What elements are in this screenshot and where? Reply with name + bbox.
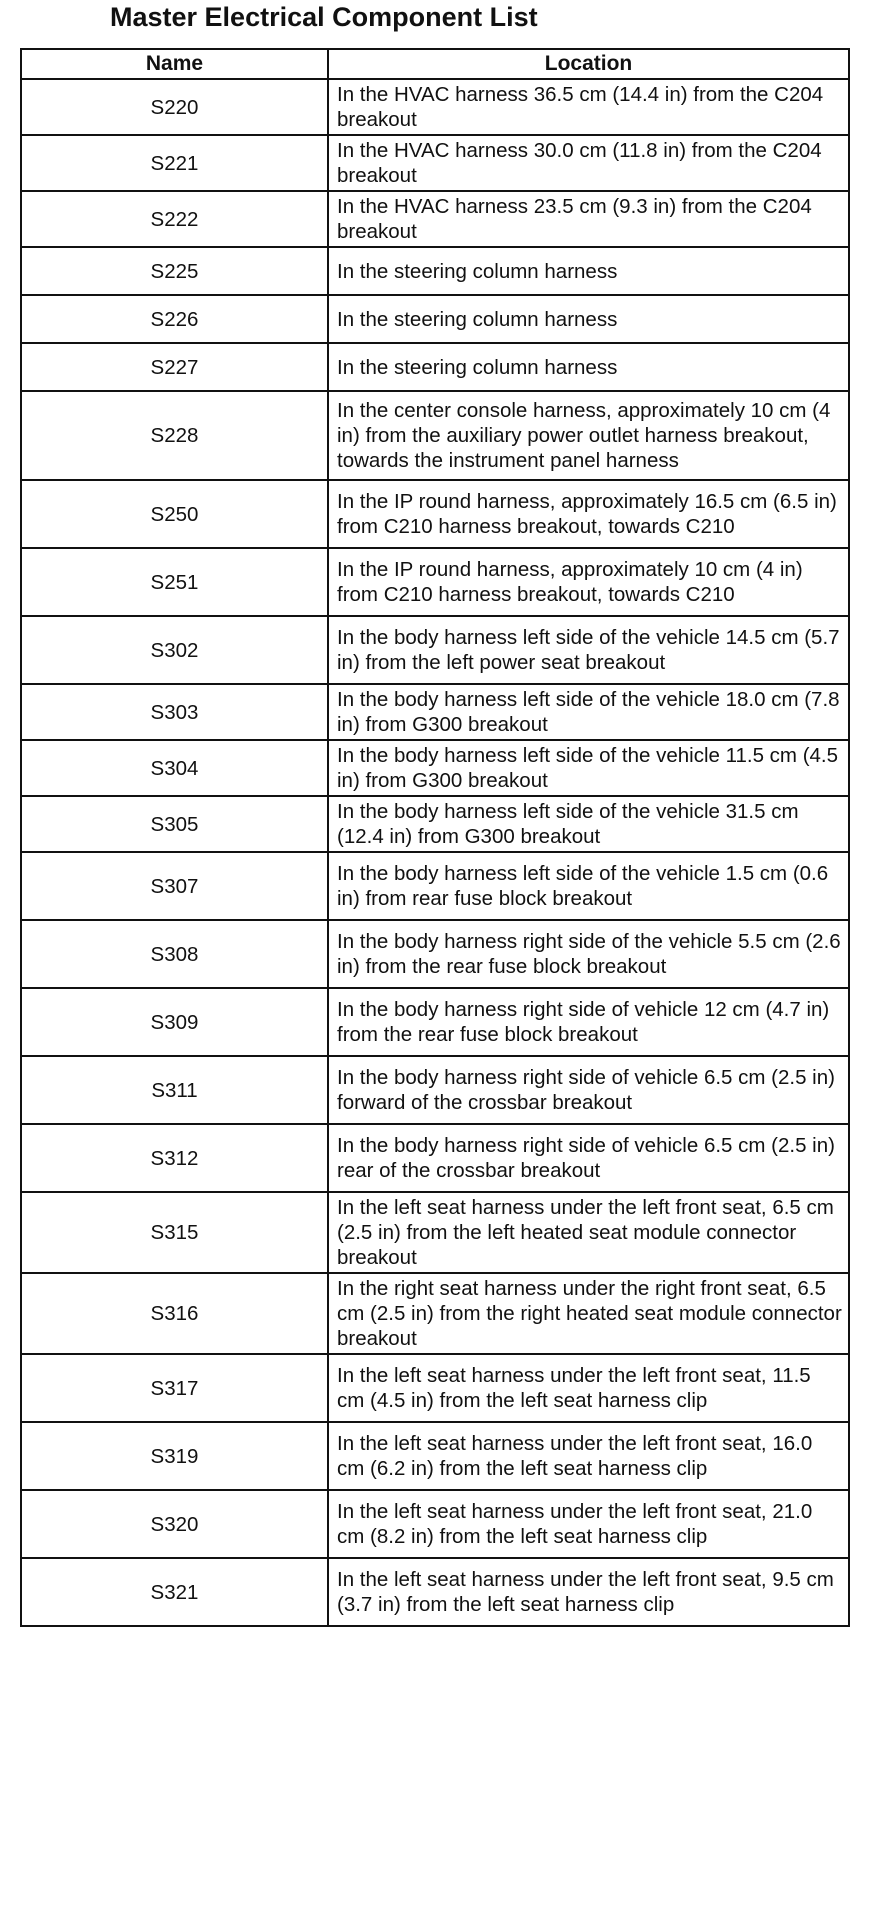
- table-row: [21, 1273, 849, 1354]
- component-location: In the HVAC harness 30.0 cm (11.8 in) from the C204 breakout: [328, 135, 849, 191]
- component-location: In the IP round harness, approximately 10 cm (4 in) from C210 harness breakout, towards C210: [328, 548, 849, 616]
- table-row: [21, 343, 849, 391]
- table-row: [21, 1354, 849, 1422]
- component-name: S303: [21, 684, 328, 740]
- table-row: [21, 1124, 849, 1192]
- component-location: In the body harness right side of the vehicle 5.5 cm (2.6 in) from the rear fuse block breakout: [328, 920, 849, 988]
- table-row: [21, 740, 849, 796]
- component-name: S225: [21, 247, 328, 295]
- table-row: [21, 1056, 849, 1124]
- component-location: In the body harness left side of the vehicle 31.5 cm (12.4 in) from G300 breakout: [328, 796, 849, 852]
- component-name: S309: [21, 988, 328, 1056]
- page-title: Master Electrical Component List: [110, 2, 538, 32]
- component-location: In the IP round harness, approximately 16.5 cm (6.5 in) from C210 harness breakout, towards C210: [328, 480, 849, 548]
- table-row: [21, 988, 849, 1056]
- component-name: S220: [21, 79, 328, 135]
- component-name: S228: [21, 391, 328, 480]
- component-name: S316: [21, 1273, 328, 1354]
- component-location: In the HVAC harness 36.5 cm (14.4 in) from the C204 breakout: [328, 79, 849, 135]
- component-location: In the HVAC harness 23.5 cm (9.3 in) from the C204 breakout: [328, 191, 849, 247]
- component-name: S307: [21, 852, 328, 920]
- component-name: S226: [21, 295, 328, 343]
- table-row: [21, 1422, 849, 1490]
- component-name: S304: [21, 740, 328, 796]
- component-location: In the body harness left side of the vehicle 11.5 cm (4.5 in) from G300 breakout: [328, 740, 849, 796]
- component-location: In the left seat harness under the left front seat, 21.0 cm (8.2 in) from the left seat harness clip: [328, 1490, 849, 1558]
- component-name: S251: [21, 548, 328, 616]
- column-header-name: Name: [21, 49, 328, 79]
- component-name: S315: [21, 1192, 328, 1273]
- table-header-row: [21, 49, 849, 79]
- table-row: [21, 852, 849, 920]
- table-row: [21, 480, 849, 548]
- component-location: In the body harness left side of the vehicle 18.0 cm (7.8 in) from G300 breakout: [328, 684, 849, 740]
- component-name: S317: [21, 1354, 328, 1422]
- component-location: In the body harness left side of the vehicle 1.5 cm (0.6 in) from rear fuse block breakout: [328, 852, 849, 920]
- component-location: In the left seat harness under the left front seat, 16.0 cm (6.2 in) from the left seat harness clip: [328, 1422, 849, 1490]
- component-location: In the center console harness, approximately 10 cm (4 in) from the auxiliary power outlet harness breakout, towards the instrument panel harness: [328, 391, 849, 480]
- component-name: S308: [21, 920, 328, 988]
- component-location: In the left seat harness under the left front seat, 9.5 cm (3.7 in) from the left seat harness clip: [328, 1558, 849, 1626]
- table-row: [21, 1490, 849, 1558]
- table-row: [21, 391, 849, 480]
- component-location: In the body harness right side of vehicle 12 cm (4.7 in) from the rear fuse block breakout: [328, 988, 849, 1056]
- component-location: In the steering column harness: [328, 343, 849, 391]
- table-row: [21, 796, 849, 852]
- component-location: In the body harness right side of vehicle 6.5 cm (2.5 in) forward of the crossbar breakout: [328, 1056, 849, 1124]
- table-row: [21, 548, 849, 616]
- table-row: [21, 1192, 849, 1273]
- component-name: S311: [21, 1056, 328, 1124]
- component-location: In the left seat harness under the left front seat, 11.5 cm (4.5 in) from the left seat harness clip: [328, 1354, 849, 1422]
- component-location: In the steering column harness: [328, 295, 849, 343]
- component-location: In the left seat harness under the left front seat, 6.5 cm (2.5 in) from the left heated seat module connector breakout: [328, 1192, 849, 1273]
- component-location: In the steering column harness: [328, 247, 849, 295]
- component-name: S320: [21, 1490, 328, 1558]
- component-location: In the body harness left side of the vehicle 14.5 cm (5.7 in) from the left power seat breakout: [328, 616, 849, 684]
- component-location: In the body harness right side of vehicle 6.5 cm (2.5 in) rear of the crossbar breakout: [328, 1124, 849, 1192]
- table-row: [21, 616, 849, 684]
- component-name: S312: [21, 1124, 328, 1192]
- component-name: S221: [21, 135, 328, 191]
- component-name: S250: [21, 480, 328, 548]
- component-name: S227: [21, 343, 328, 391]
- table-row: [21, 79, 849, 135]
- table-row: [21, 135, 849, 191]
- component-name: S321: [21, 1558, 328, 1626]
- table-row: [21, 1558, 849, 1626]
- column-header-location: Location: [328, 49, 849, 79]
- component-location: In the right seat harness under the right front seat, 6.5 cm (2.5 in) from the right heated seat module connector breakout: [328, 1273, 849, 1354]
- component-name: S319: [21, 1422, 328, 1490]
- table-row: [21, 684, 849, 740]
- table-row: [21, 920, 849, 988]
- component-name: S305: [21, 796, 328, 852]
- table-row: [21, 295, 849, 343]
- table-row: [21, 191, 849, 247]
- component-name: S222: [21, 191, 328, 247]
- component-table: [20, 48, 850, 1627]
- component-name: S302: [21, 616, 328, 684]
- table-row: [21, 247, 849, 295]
